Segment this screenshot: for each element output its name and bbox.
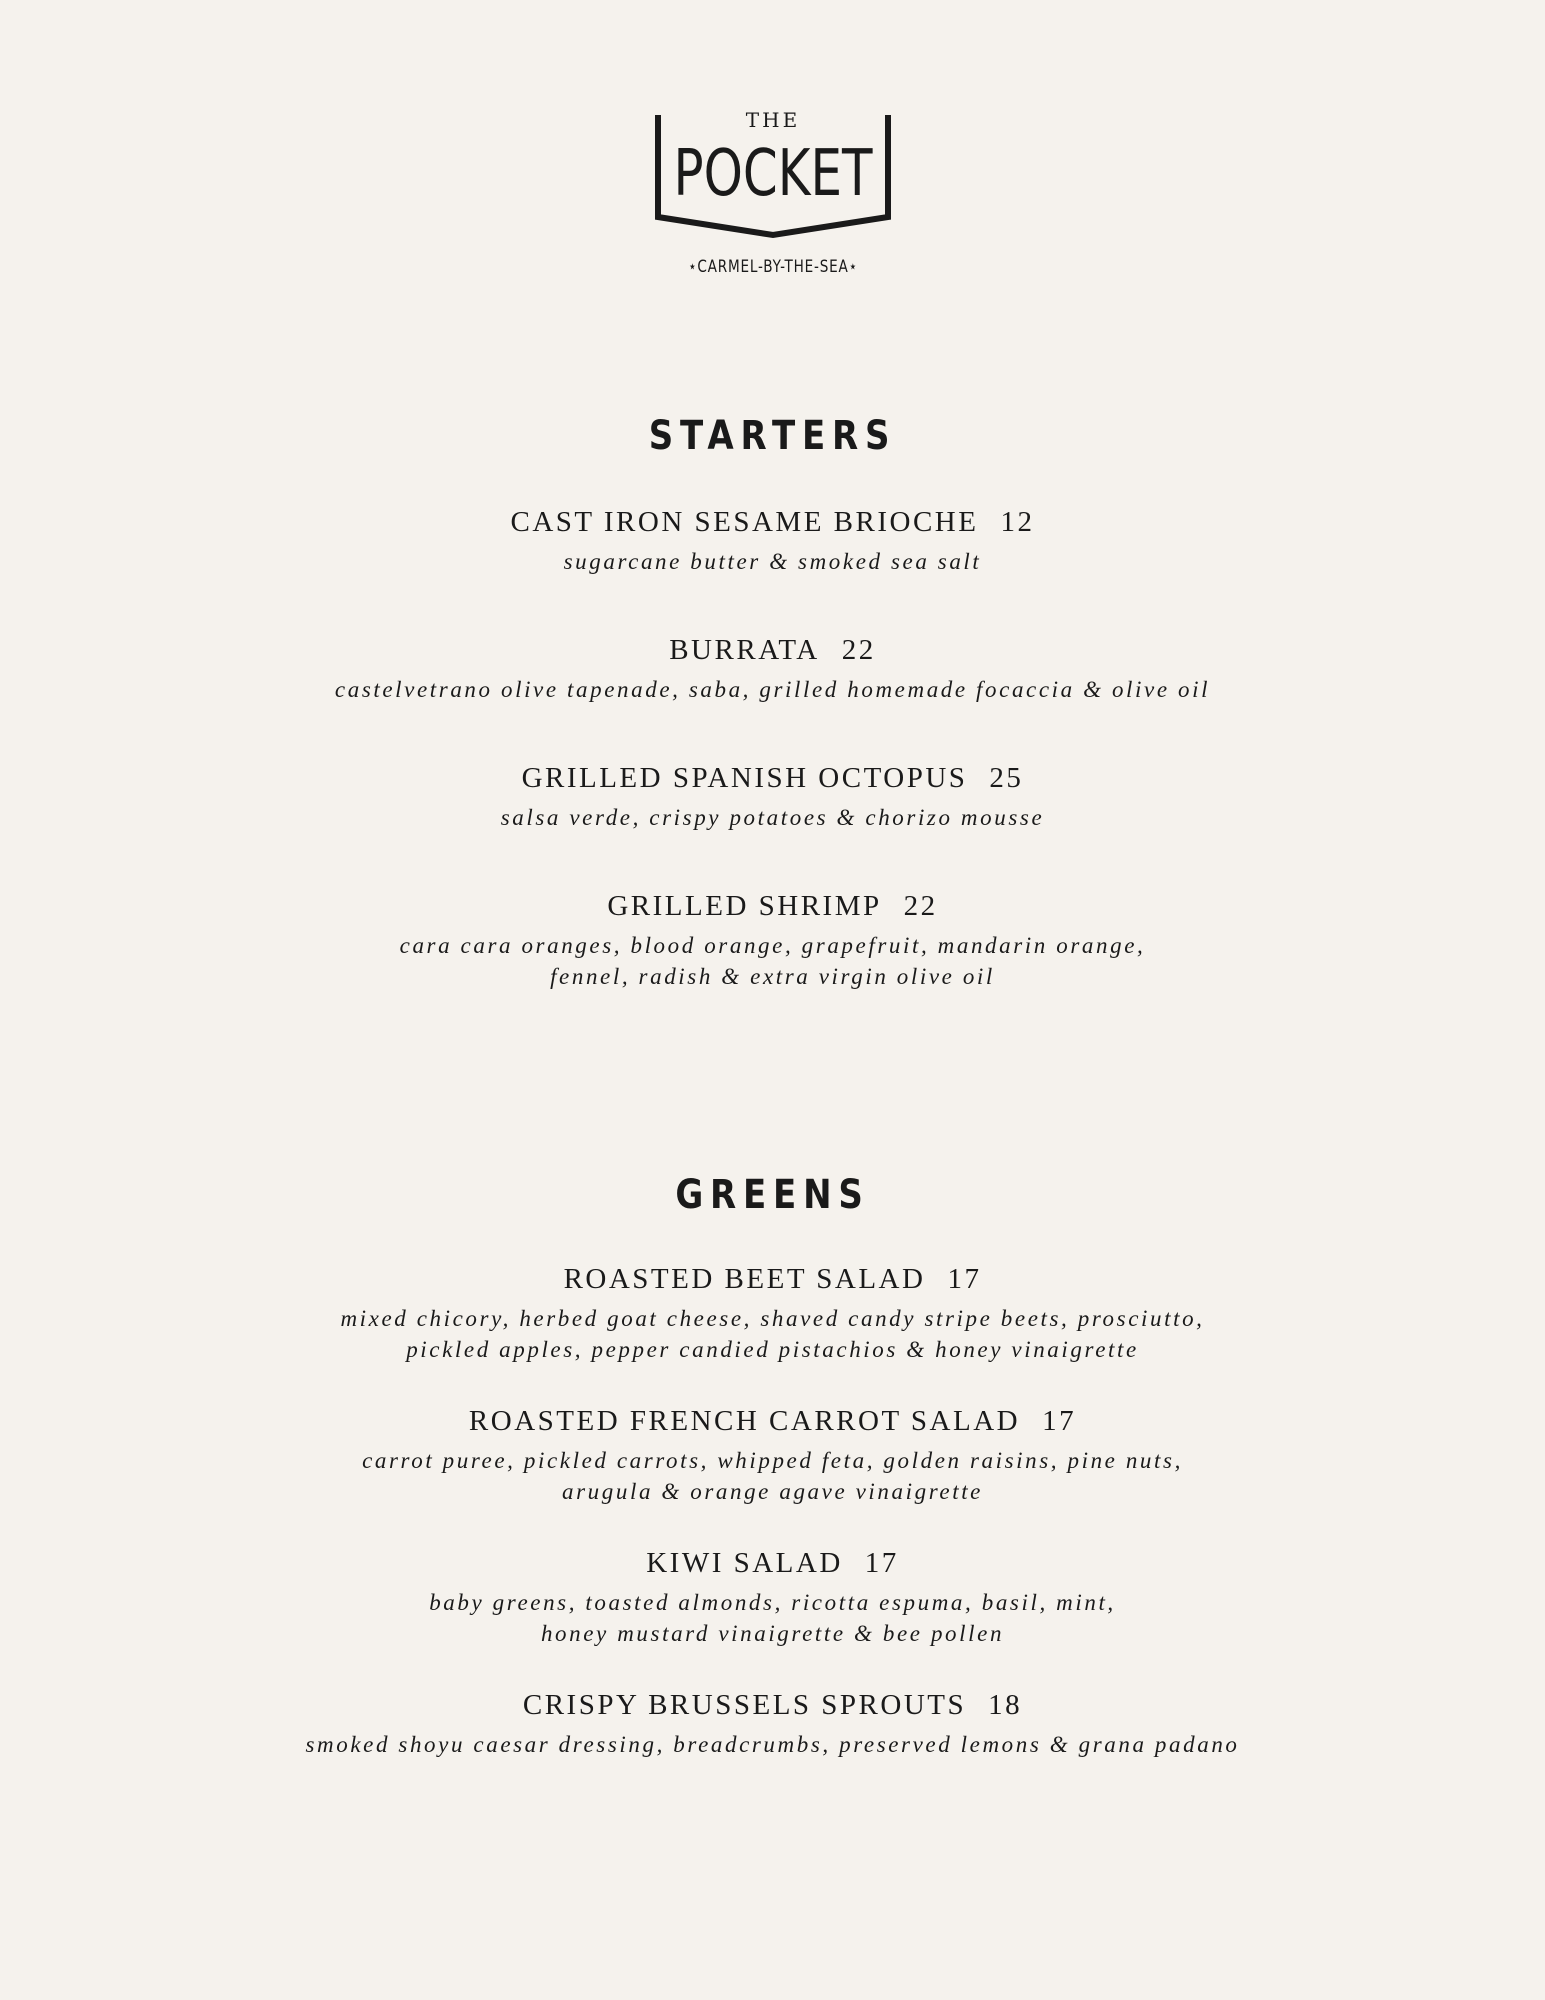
menu-item — [0, 632, 1545, 705]
menu-item — [0, 1261, 1545, 1365]
section-greens — [0, 1171, 1545, 1760]
logo-name: POCKET — [673, 135, 872, 211]
logo-the: THE — [745, 108, 800, 132]
menu-item — [0, 1687, 1545, 1760]
item-description: salsa verde, crispy potatoes & chorizo mousse — [500, 805, 1045, 830]
item-price: 17 — [864, 1547, 899, 1579]
description-line: cara cara oranges, blood orange, grapefruit, mandarin orange, — [399, 933, 1146, 958]
logo-location: ⋆CARMEL-BY-THE-SEA⋆ — [687, 256, 858, 277]
section-title: GREENS — [675, 1172, 870, 1218]
item-name: ROASTED BEET SALAD — [563, 1263, 926, 1295]
description-line: honey mustard vinaigrette & bee pollen — [540, 1621, 1005, 1646]
menu-item — [0, 1545, 1545, 1649]
item-description: castelvetrano olive tapenade, saba, grilled homemade focaccia & olive oil — [334, 677, 1211, 702]
item-price: 22 — [841, 634, 876, 666]
description-line: fennel, radish & extra virgin olive oil — [550, 964, 995, 989]
restaurant-logo — [0, 105, 1545, 285]
description-line: carrot puree, pickled carrots, whipped feta, golden raisins, pine nuts, — [362, 1448, 1183, 1473]
menu-item — [0, 504, 1545, 577]
item-name: ROASTED FRENCH CARROT SALAD — [468, 1405, 1021, 1437]
item-description: smoked shoyu caesar dressing, breadcrumbs, preserved lemons & grana padano — [305, 1732, 1240, 1757]
description-line: arugula & orange agave vinaigrette — [562, 1479, 983, 1504]
section-title: STARTERS — [648, 413, 897, 459]
menu-item — [0, 888, 1545, 992]
item-name: KIWI SALAD — [646, 1547, 843, 1579]
item-description — [0, 1445, 1545, 1507]
item-price: 12 — [1000, 506, 1035, 538]
section-starters — [0, 412, 1545, 992]
item-name: GRILLED SHRIMP — [607, 890, 882, 922]
logo-badge — [643, 105, 903, 285]
item-name: BURRATA — [669, 634, 820, 666]
item-name: CAST IRON SESAME BRIOCHE — [510, 506, 979, 538]
item-description — [0, 1587, 1545, 1649]
item-name: CRISPY BRUSSELS SPROUTS — [522, 1689, 967, 1721]
item-description — [0, 930, 1545, 992]
item-price: 17 — [1042, 1405, 1077, 1437]
menu-item — [0, 760, 1545, 833]
item-name: GRILLED SPANISH OCTOPUS — [521, 762, 968, 794]
description-line: baby greens, toasted almonds, ricotta espuma, basil, mint, — [429, 1590, 1116, 1615]
menu-item — [0, 1403, 1545, 1507]
description-line: pickled apples, pepper candied pistachios & honey vinaigrette — [406, 1337, 1139, 1362]
item-description: sugarcane butter & smoked sea salt — [563, 549, 982, 574]
item-price: 17 — [947, 1263, 982, 1295]
item-price: 25 — [989, 762, 1024, 794]
description-line: mixed chicory, herbed goat cheese, shaved candy stripe beets, prosciutto, — [340, 1306, 1205, 1331]
item-price: 18 — [988, 1689, 1023, 1721]
item-price: 22 — [903, 890, 938, 922]
item-description — [0, 1303, 1545, 1365]
